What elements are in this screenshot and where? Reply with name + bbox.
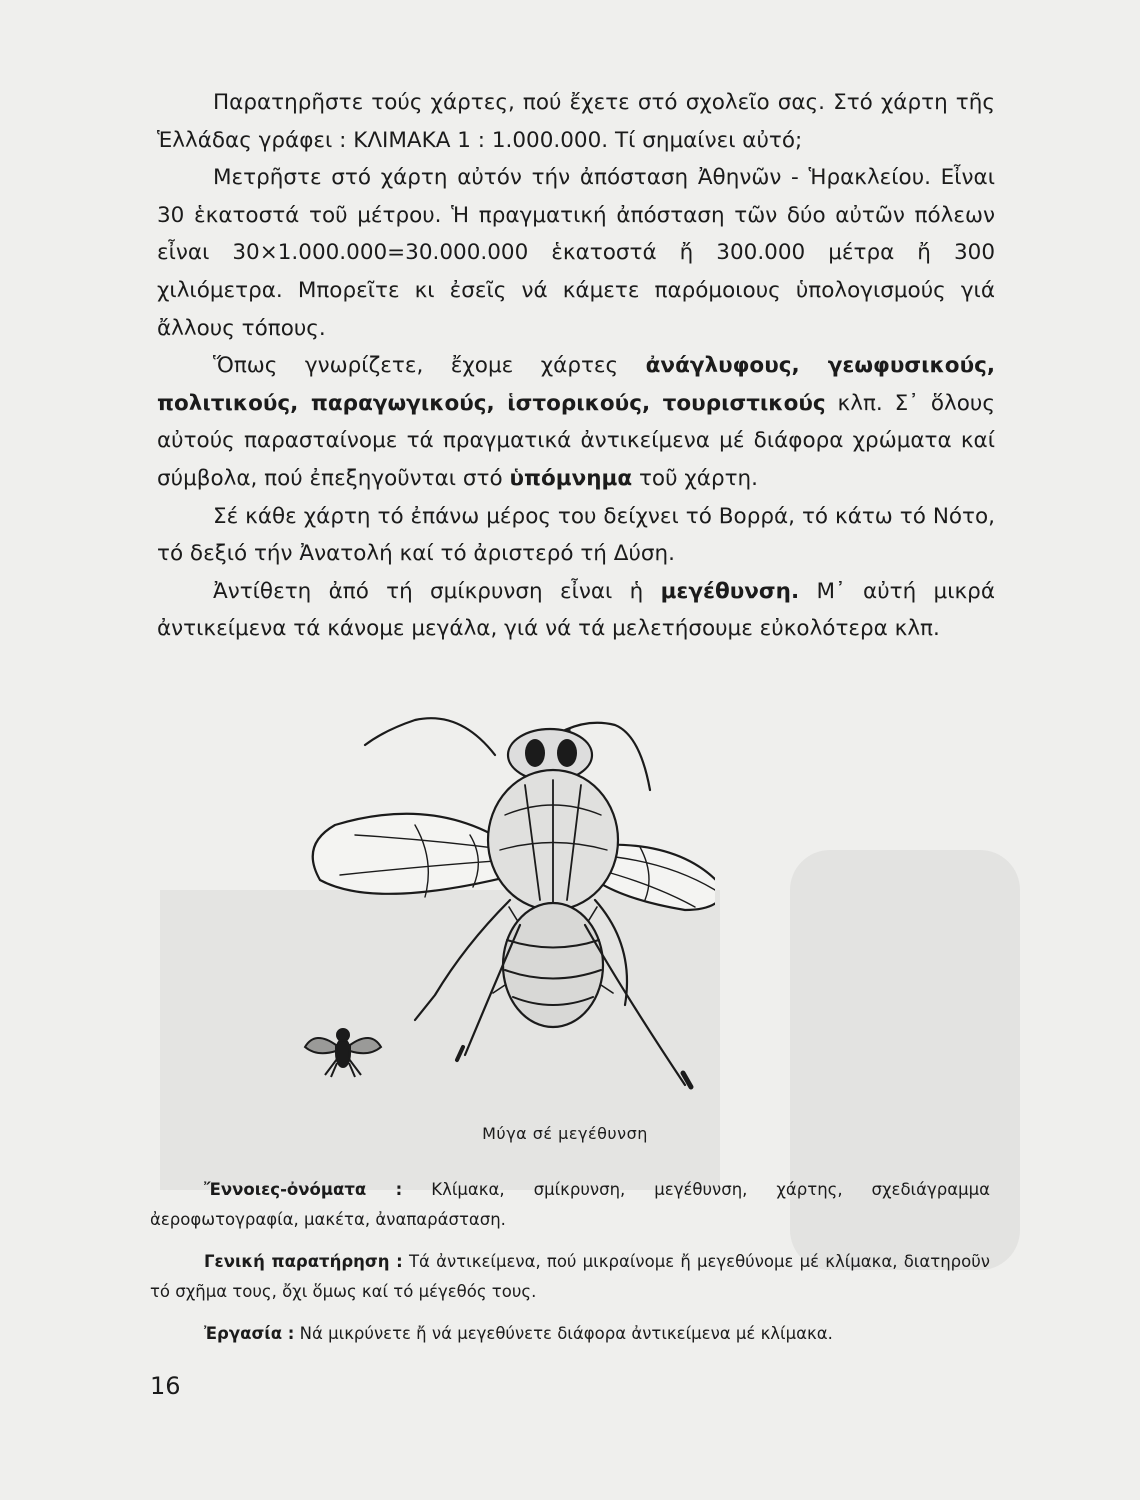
note-general-label: Γενική παρατήρηση : [204, 1252, 403, 1271]
map-types-list: ἀνάγλυφους, γεωφυσικούς, πολιτικούς, παραγωγικούς, ἱστορικούς, τουριστικούς [157, 353, 995, 416]
paragraph-map-types-e: τοῦ χάρτη. [632, 465, 759, 491]
page-number: 16 [150, 1372, 181, 1400]
note-concepts-label: Ἔννοιες-ὀνόματα : [204, 1180, 403, 1199]
notes-section [150, 1175, 990, 1361]
note-general-text: Τά ἀντικείμενα, πού μικραίνομε ἤ μεγεθύνομε μέ κλίμακα, διατηροῦν τό σχῆμα τους, ὄχι ὅμως καί τό μέγεθός τους. [150, 1252, 990, 1301]
paragraph-magnification-a: Ἀντίθετη ἀπό τή σμίκρυνση εἶναι ἡ [213, 578, 661, 604]
paragraph-distance-example: Μετρῆστε στό χάρτη αὐτόν τήν ἀπόσταση Ἀθηνῶν - Ἡρακλείου. Εἶναι 30 ἑκατοστά τοῦ μέτρου. Ἡ πραγματική ἀπόσταση τῶν δύο αὐτῶν πόλεων εἶναι 30×1.000.000=30.000.000 ἑκατοστά ἤ 300.000 μέτρα ἤ 300 χιλιόμετρα. Μπορεῖτε κι ἐσεῖς νά κάμετε παρόμοιους ὑπολογισμούς γιά ἄλλους τόπους. [157, 165, 995, 341]
legend-term: ὑπόμνημα [509, 465, 633, 491]
note-exercise [150, 1319, 990, 1349]
note-exercise-text: Νά μικρύνετε ἤ νά μεγεθύνετε διάφορα ἀντικείμενα μέ κλίμακα. [294, 1324, 833, 1343]
note-concepts-text: Κλίμακα, σμίκρυνση, μεγέθυνση, χάρτης, σχεδιάγραμμα ἀεροφωτογραφία, μακέτα, ἀναπαράσταση. [150, 1180, 991, 1229]
front-leg-left [365, 718, 495, 755]
paragraph-magnification-c: Μ᾽ αὐτή μικρά ἀντικείμενα τά κάνομε μεγάλα, γιά νά τά μελετήσουμε εὐκολότερα κλπ. [157, 578, 995, 642]
paragraph-map-types [157, 347, 995, 497]
note-general [150, 1247, 990, 1307]
paragraph-map-types-c: κλπ. Σ᾽ ὅλους αὐτούς παρασταίνομε τά πραγματικά ἀντικείμενα μέ διάφορα χρώματα καί σύμβολα, πού ἐπεξηγοῦνται στό [157, 390, 995, 491]
fly-abdomen [503, 903, 603, 1027]
paragraph-map-types-a: Ὅπως γνωρίζετε, ἔχομε χάρτες [213, 353, 646, 379]
note-exercise-label: Ἐργασία : [204, 1324, 295, 1343]
main-text [157, 84, 995, 648]
figure-caption: Μύγα σέ μεγέθυνση [482, 1124, 648, 1143]
mid-leg-left [415, 900, 510, 1020]
paragraph-scale-question: Παρατηρῆστε τούς χάρτες, πού ἔχετε στό σχολεῖο σας. Στό χάρτη τῆς Ἑλλάδας γράφει : ΚΛΙΜΑΚΑ 1 : 1.000.000. Τί σημαίνει αὐτό; [157, 90, 995, 153]
fly-illustration [295, 675, 715, 1095]
magnification-term: μεγέθυνση. [660, 578, 800, 604]
hind-leg-right [585, 925, 685, 1085]
note-concepts [150, 1175, 990, 1235]
small-fly-icon [305, 1029, 381, 1077]
left-wing [313, 814, 515, 894]
paragraph-magnification [157, 573, 995, 648]
paragraph-directions: Σέ κάθε χάρτη τό ἐπάνω μέρος του δείχνει τό Βορρά, τό κάτω τό Νότο, τό δεξιό τήν Ἀνατολή καί τό ἀριστερό τή Δύση. [157, 503, 995, 567]
